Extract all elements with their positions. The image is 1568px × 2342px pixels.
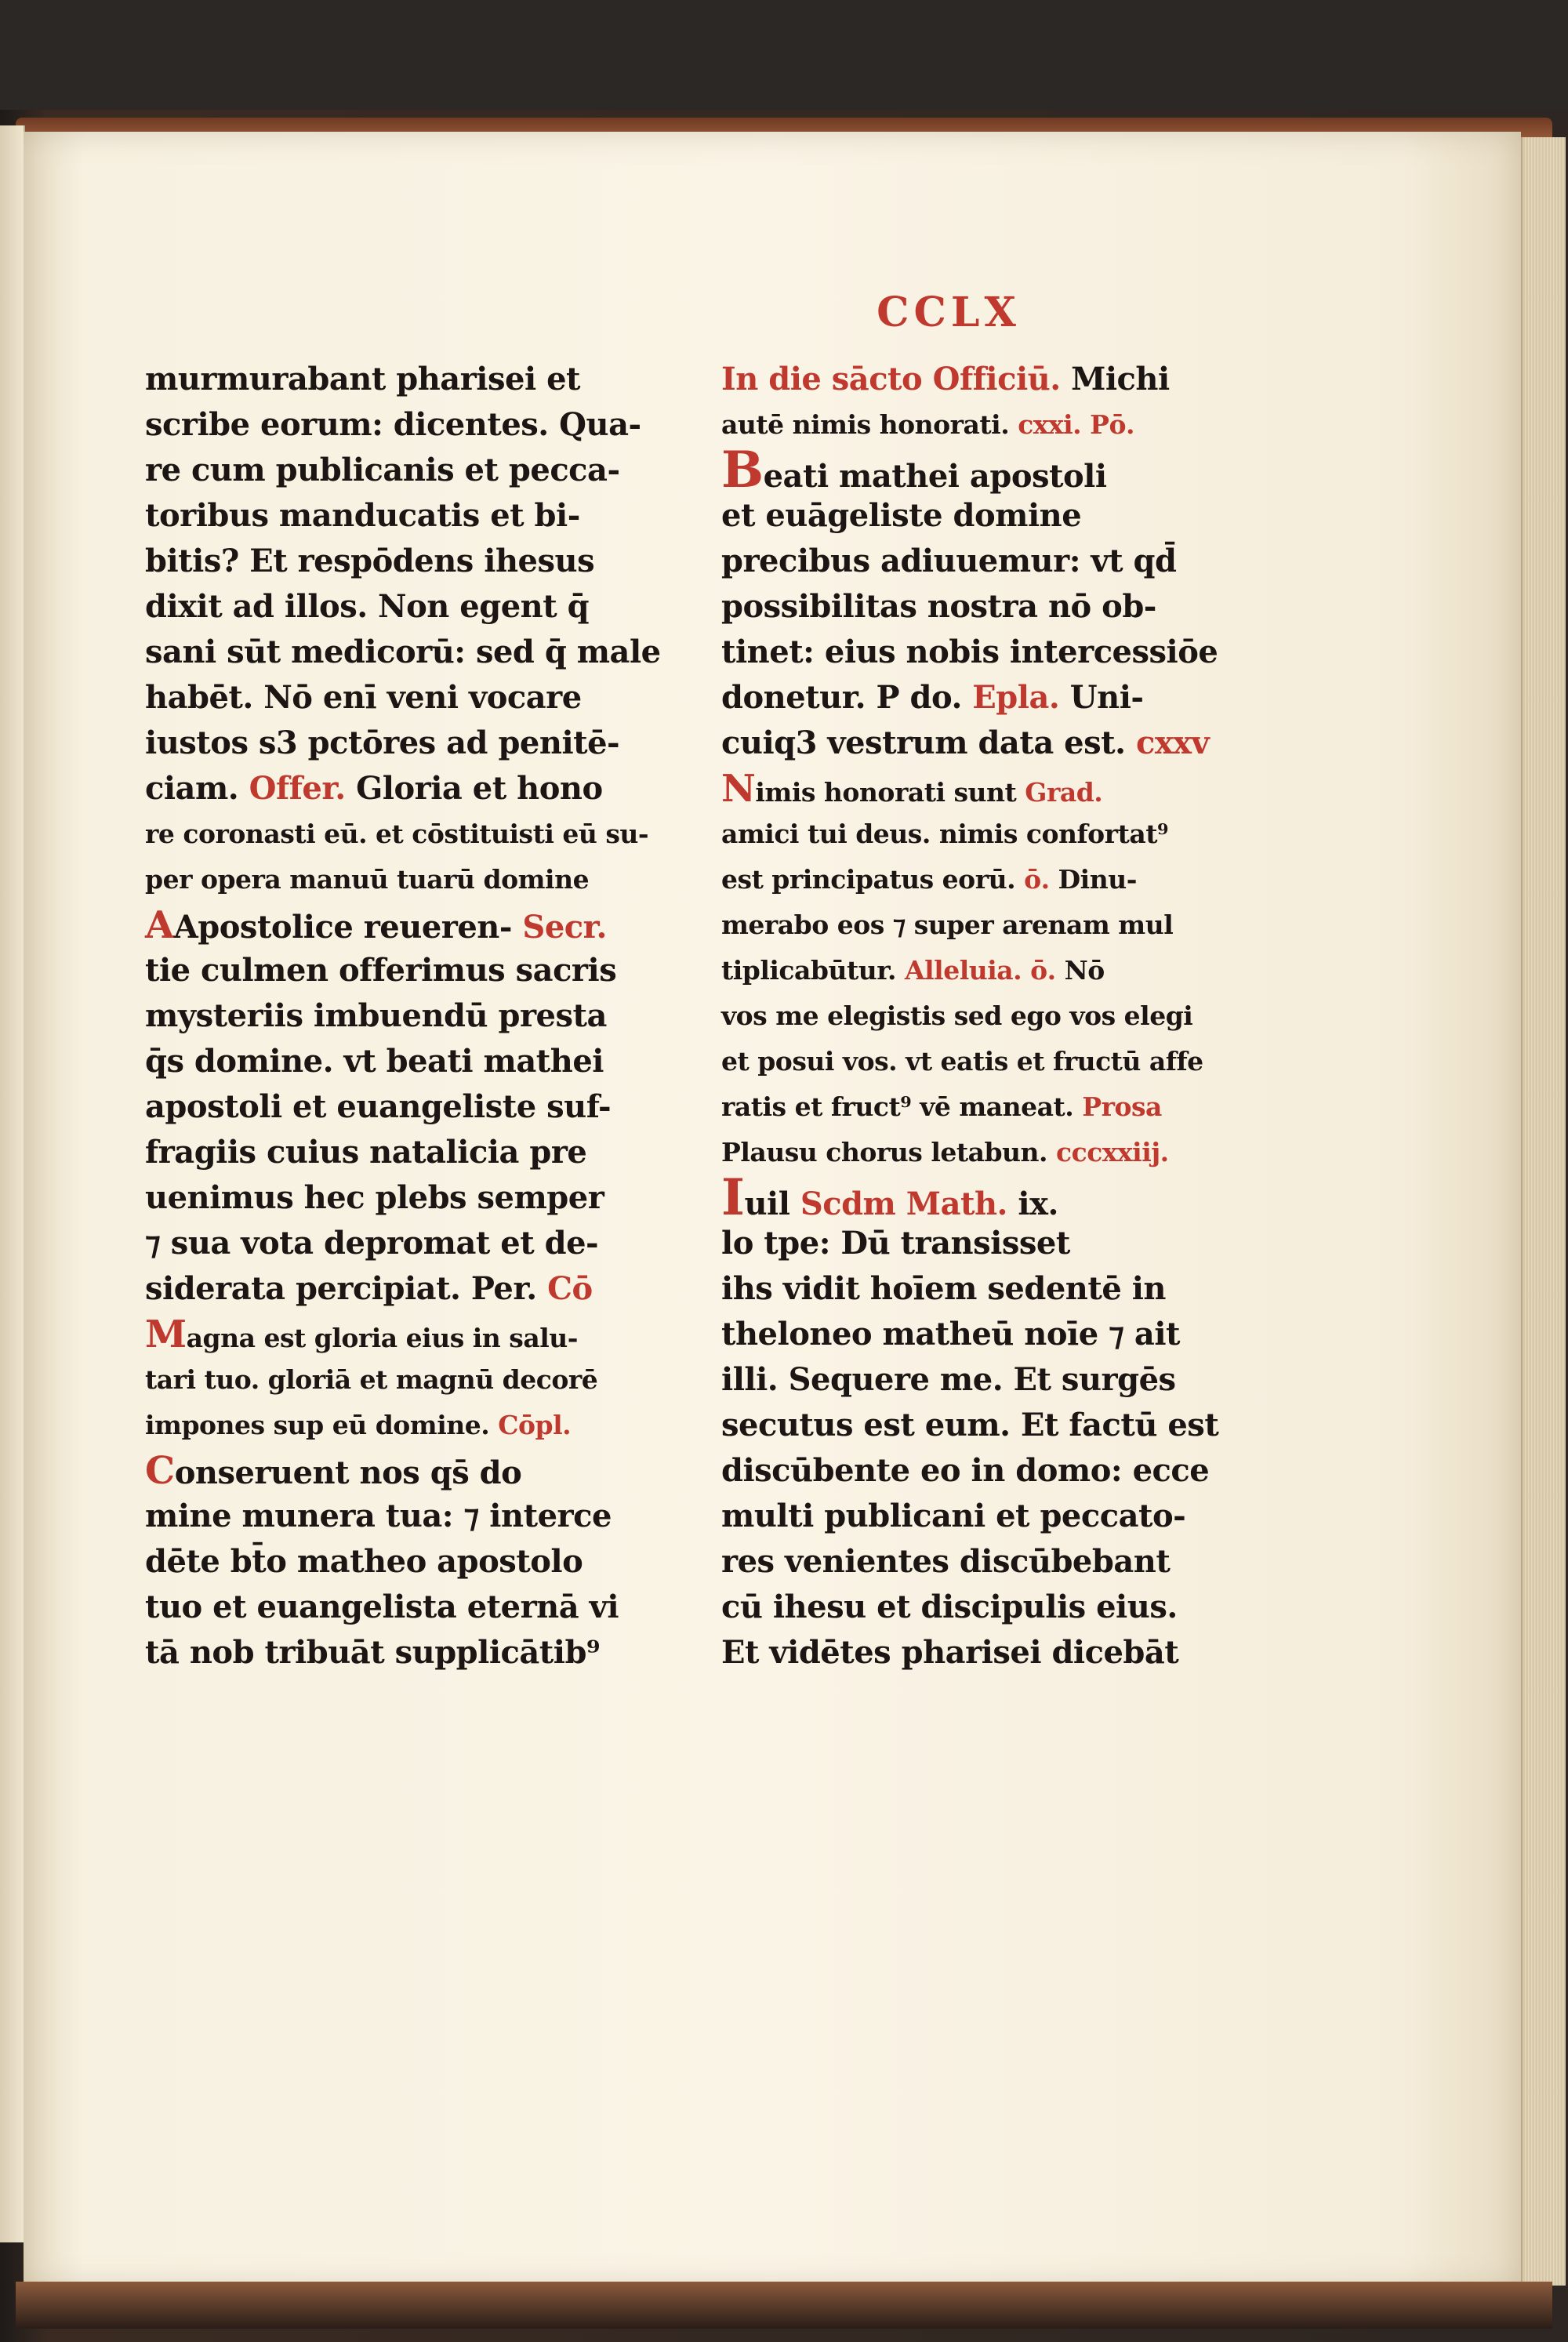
left-page-edge	[0, 125, 25, 2242]
rubric-label: cxxv	[1135, 724, 1210, 761]
text-line	[721, 1130, 1200, 1175]
line-text: onseruent nos qs̄ do	[174, 1454, 522, 1491]
line-text-continued: Gloria et hono	[345, 770, 603, 807]
rubricated-initial: A	[145, 903, 174, 947]
left-text-column	[145, 357, 661, 1676]
text-line	[721, 1403, 1219, 1448]
line-text: lo tpe: Dū transisset	[721, 1225, 1070, 1262]
text-line	[145, 721, 631, 766]
rubricated-initial: I	[721, 1168, 745, 1227]
text-line	[145, 1266, 631, 1312]
text-line	[721, 357, 1200, 402]
line-text: ratis et fruct⁹ vē maneat.	[721, 1091, 1083, 1122]
rubricated-initial: C	[145, 1449, 175, 1493]
rubric-label: Officiū.	[932, 361, 1061, 398]
line-text: q̄s domine. vt beati mathei	[145, 1043, 604, 1080]
rubric-text: In die sācto	[721, 361, 933, 398]
line-text: Apostolice reueren-	[173, 909, 512, 946]
text-line	[721, 630, 1218, 675]
line-text: precibus adiuuemur: vt qd̄	[721, 543, 1177, 579]
line-text: per opera manuū tuarū domine	[145, 864, 590, 895]
text-line	[721, 1539, 1200, 1585]
line-text: mysteriis imbuendū presta	[145, 997, 607, 1034]
line-text: murmurabant pharisei et	[145, 361, 581, 398]
line-text: ihs vidit hoīem sedentē in	[721, 1270, 1166, 1307]
text-line	[721, 441, 1200, 499]
line-text: cuiq3 vestrum data est.	[721, 724, 1136, 761]
line-text: habēt. Nō enī veni vocare	[145, 679, 582, 716]
text-line	[721, 948, 1200, 993]
text-line	[145, 1084, 631, 1130]
line-text: dēte bt̄o matheo apostolo	[145, 1543, 583, 1580]
line-text: fragiis cuius natalicia pre	[145, 1134, 587, 1171]
text-line	[145, 993, 631, 1039]
line-text-continued: Dinu-	[1049, 864, 1137, 895]
line-text: amici tui deus. nimis confortat⁹	[721, 819, 1168, 849]
text-line	[145, 357, 631, 402]
line-text: bitis? Et respōdens ihesus	[145, 543, 595, 579]
line-text: possibilitas nostra nō ob-	[721, 588, 1156, 625]
line-text: ⁊ sua vota depromat et de-	[145, 1225, 599, 1262]
line-text: theloneo matheū noīe ⁊ ait	[721, 1316, 1181, 1353]
line-text: apostoli et euangeliste suf-	[145, 1088, 612, 1125]
text-line	[721, 493, 1200, 539]
rubricated-initial: M	[145, 1313, 187, 1356]
rubric-label: cccxxiij.	[1056, 1137, 1169, 1167]
line-text: uenimus hec plebs semper	[145, 1179, 604, 1216]
text-line	[721, 721, 1210, 766]
text-line	[721, 902, 1200, 948]
text-line	[145, 1403, 631, 1448]
text-line	[721, 1312, 1200, 1357]
line-text-continued: Nō	[1055, 955, 1105, 986]
line-text: Et vidētes pharisei dicebāt	[721, 1634, 1179, 1671]
text-line	[721, 1039, 1203, 1084]
line-text-continued: ix.	[1007, 1186, 1058, 1222]
line-text: secutus est eum. Et factū est	[721, 1407, 1219, 1443]
rubricated-initial: B	[721, 441, 764, 499]
text-line	[145, 1039, 631, 1084]
text-line	[145, 1130, 631, 1175]
line-text: siderata percipiat. Per.	[145, 1270, 548, 1307]
folio-number: CCLX	[877, 289, 1021, 336]
text-line	[145, 948, 631, 993]
line-text: uil	[744, 1186, 800, 1222]
text-line	[721, 1630, 1200, 1676]
line-text: re coronasti eū. et cōstituisti eū su-	[145, 819, 649, 849]
rubric-label: Cōpl.	[498, 1410, 572, 1440]
line-text: res venientes discūbebant	[721, 1543, 1171, 1580]
line-text: iustos s3 pctōres ad penitē-	[145, 724, 620, 761]
text-line	[721, 675, 1200, 721]
line-text: est principatus eorū.	[721, 864, 1025, 895]
text-line	[145, 539, 631, 584]
text-line	[145, 1494, 631, 1539]
text-line	[145, 1312, 631, 1357]
line-text: donetur. P do.	[721, 679, 973, 716]
line-text: autē nimis honorati.	[721, 409, 1018, 440]
line-text: dixit ad illos. Non egent q̄	[145, 588, 590, 625]
rubric-label: Grad.	[1025, 777, 1103, 808]
text-line	[145, 766, 631, 812]
line-text: cū ihesu et discipulis eius.	[721, 1589, 1178, 1625]
text-line	[145, 675, 631, 721]
rubric-label: Offer.	[249, 770, 346, 807]
text-line	[145, 630, 661, 675]
line-text: et euāgeliste domine	[721, 497, 1082, 534]
line-text: tiplicabūtur.	[721, 955, 906, 986]
text-line	[145, 1175, 631, 1221]
rubric-label: cxxi. Pō.	[1018, 409, 1134, 440]
rubricated-initial: N	[721, 767, 756, 811]
line-text: merabo eos ⁊ super arenam mul	[721, 910, 1174, 940]
rubric-label: Secr.	[512, 909, 607, 946]
text-line	[145, 1585, 631, 1630]
line-text: tinet: eius nobis intercessiōe	[721, 634, 1218, 670]
line-text: mine munera tua: ⁊ interce	[145, 1498, 612, 1534]
text-line	[721, 1168, 1200, 1227]
line-text: multi publicani et peccato-	[721, 1498, 1186, 1534]
line-text: toribus manducatis et bi-	[145, 497, 580, 534]
text-line	[145, 1539, 631, 1585]
text-line	[721, 539, 1200, 584]
line-text: imis honorati sunt	[755, 777, 1025, 808]
text-line	[145, 448, 631, 493]
line-text-continued: Uni-	[1059, 679, 1144, 716]
text-line	[145, 902, 631, 948]
line-text: sani sūt medicorū: sed q̄ male	[145, 634, 661, 670]
text-line	[145, 812, 649, 857]
text-line	[145, 857, 631, 902]
rubric-label: Epla.	[972, 679, 1060, 716]
text-line	[145, 493, 631, 539]
line-text: discūbente eo in domo: ecce	[721, 1452, 1210, 1489]
line-text: vos me elegistis sed ego vos elegi	[721, 1000, 1193, 1031]
text-line	[721, 1357, 1200, 1403]
line-text: tari tuo. gloriā et magnū decorē	[145, 1364, 598, 1395]
text-line	[145, 1221, 631, 1266]
text-line	[145, 1630, 631, 1676]
rubric-label: ō.	[1024, 864, 1050, 895]
line-text: scribe eorum: dicentes. Qua-	[145, 406, 641, 443]
rubric-label: Prosa	[1082, 1091, 1162, 1122]
text-line	[721, 1494, 1200, 1539]
text-line	[145, 402, 641, 448]
line-text: impones sup eū domine.	[145, 1410, 499, 1440]
text-line	[721, 766, 1200, 812]
text-line	[721, 857, 1200, 902]
text-line	[721, 1084, 1200, 1130]
line-text: tā nob tribuāt supplicātib⁹	[145, 1634, 600, 1671]
line-text: Plausu chorus letabun.	[721, 1137, 1057, 1167]
right-text-column	[721, 357, 1219, 1676]
text-line	[721, 1266, 1200, 1312]
line-text: illi. Sequere me. Et surgēs	[721, 1361, 1176, 1398]
line-text: eati mathei apostoli	[763, 458, 1107, 495]
text-line	[721, 1221, 1200, 1266]
rubric-label: Cō	[547, 1270, 593, 1307]
text-line	[145, 1448, 631, 1494]
rubric-label: Alleluia. ō.	[905, 955, 1056, 986]
text-line	[721, 1585, 1200, 1630]
rubric-label: Scdm Math.	[800, 1186, 1007, 1222]
line-text-continued: Michi	[1060, 361, 1170, 398]
line-text: tie culmen offerimus sacris	[145, 952, 617, 989]
text-line	[721, 1448, 1210, 1494]
line-text: tuo et euangelista eternā vi	[145, 1589, 619, 1625]
book-bottom-edge	[16, 2282, 1552, 2329]
line-text: et posui vos. vt eatis et fructū affe	[721, 1046, 1203, 1077]
line-text: ciam.	[145, 770, 249, 807]
text-line	[721, 993, 1200, 1039]
text-line	[721, 584, 1200, 630]
text-line	[145, 1357, 631, 1403]
line-text: re cum publicanis et pecca-	[145, 452, 620, 488]
text-line	[721, 812, 1200, 857]
text-line	[145, 584, 631, 630]
page-fore-edge	[1521, 137, 1566, 2286]
text-line	[721, 402, 1200, 448]
line-text: agna est gloria eius in salu-	[186, 1323, 578, 1353]
